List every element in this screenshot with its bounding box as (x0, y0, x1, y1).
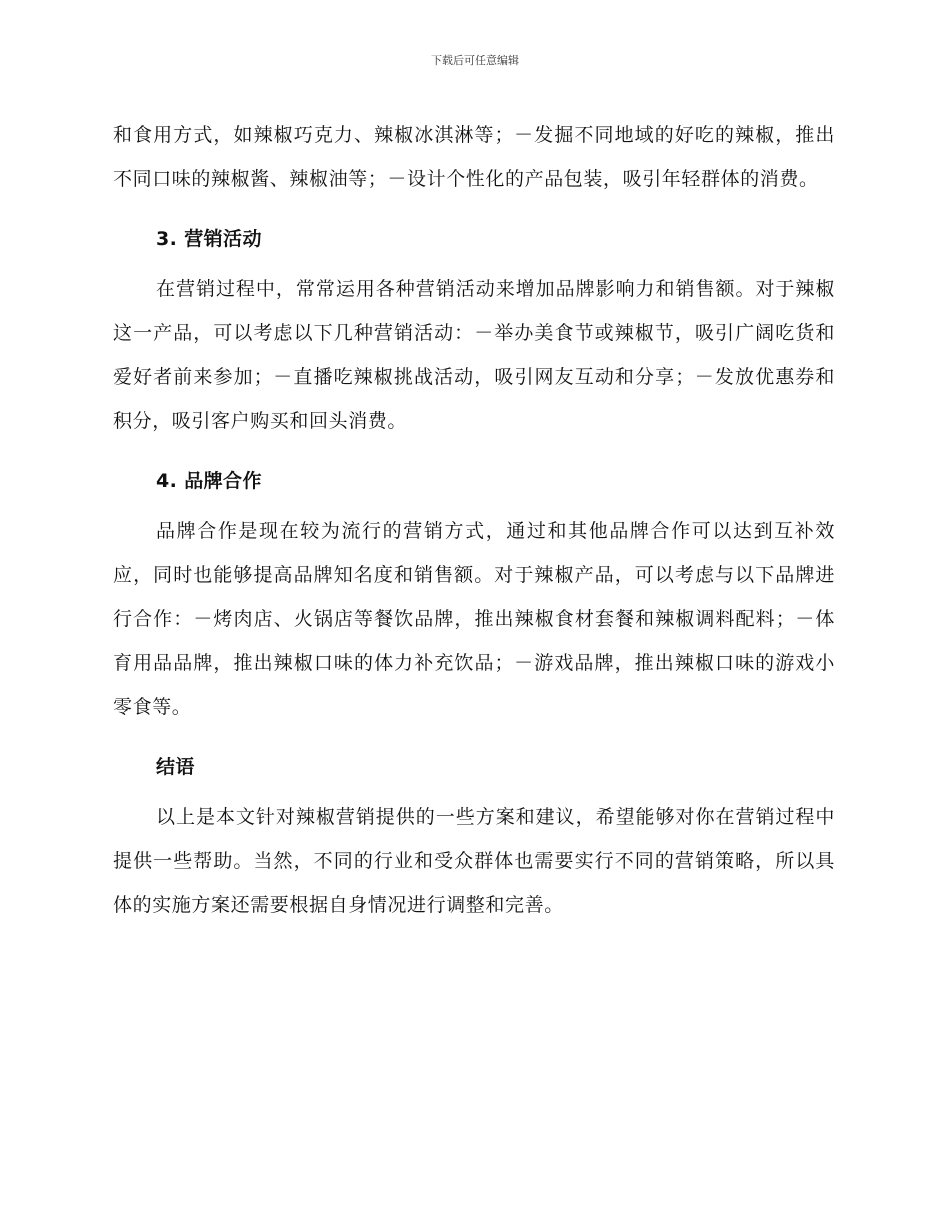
paragraph-intro-continued: 和食用方式，如辣椒巧克力、辣椒冰淇淋等；－发掘不同地域的好吃的辣椒，推出不同口味的辣椒酱、辣椒油等；－设计个性化的产品包装，吸引年轻群体的消费。 (113, 124, 835, 190)
section-heading-marketing-activities: 3. 营销活动 (156, 228, 262, 250)
document-body (113, 113, 835, 927)
paragraph-brand-cooperation: 品牌合作是现在较为流行的营销方式，通过和其他品牌合作可以达到互补效应，同时也能够提高品牌知名度和销售额。对于辣椒产品，可以考虑与以下品牌进行合作：－烤肉店、火锅店等餐饮品牌，推出辣椒食材套餐和辣椒调料配料；－体育用品品牌，推出辣椒口味的体力补充饮品；－游戏品牌，推出辣椒口味的游戏小零食等。 (113, 520, 835, 718)
paragraph-conclusion: 以上是本文针对辣椒营销提供的一些方案和建议，希望能够对你在营销过程中提供一些帮助。当然，不同的行业和受众群体也需要实行不同的营销策略，所以具体的实施方案还需要根据自身情况进行调整和完善。 (113, 806, 835, 916)
section-heading-conclusion: 结语 (156, 756, 195, 778)
page-header: 下载后可任意编辑 (431, 54, 519, 67)
section-heading-brand-cooperation: 4. 品牌合作 (156, 470, 262, 492)
paragraph-marketing-activities: 在营销过程中，常常运用各种营销活动来增加品牌影响力和销售额。对于辣椒这一产品，可以考虑以下几种营销活动：－举办美食节或辣椒节，吸引广阔吃货和爱好者前来参加；－直播吃辣椒挑战活动，吸引网友互动和分享；－发放优惠券和积分，吸引客户购买和回头消费。 (113, 278, 835, 432)
